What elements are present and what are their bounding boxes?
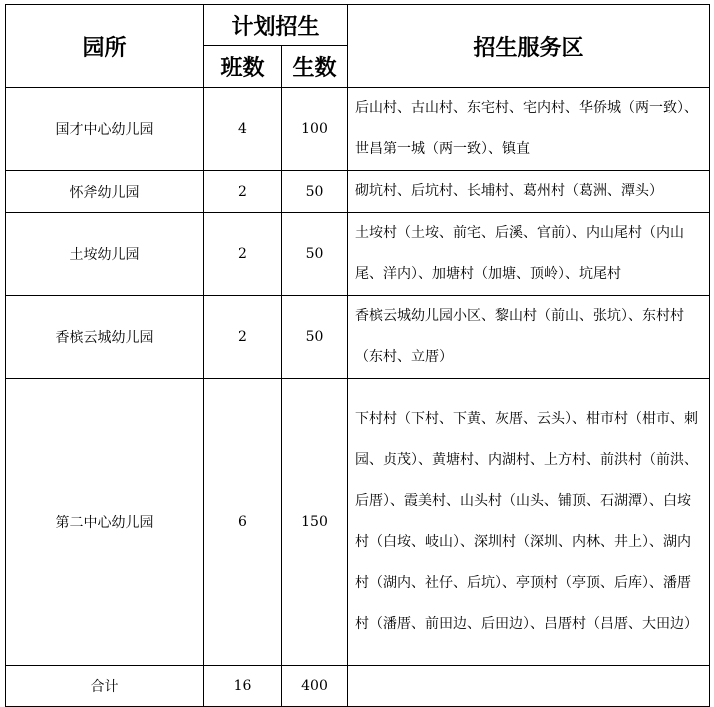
service-area: 下村村（下村、下黄、灰厝、云头）、柑市村（柑市、刺园、贞茂）、黄塘村、内湖村、上方村、前洪村（前洪、后厝）、霞美村、山头村（山头、铺顶、石湖潭）、白垵村（白垵、岐山）、深圳村（深圳、内林、井上）、湖内村（湖内、社仔、后坑）、亭顶村（亭顶、后库）、潘厝村（潘厝、前田边、后田边）、吕厝村（吕厝、大田边） [348, 379, 710, 666]
kindergarten-name: 土垵幼儿园 [6, 213, 204, 296]
student-count: 50 [282, 171, 348, 213]
table-row [6, 88, 710, 171]
header-classes: 班数 [204, 46, 282, 88]
service-area: 香槟云城幼儿园小区、黎山村（前山、张坑）、东村村（东村、立厝） [348, 296, 710, 379]
total-label: 合计 [6, 666, 204, 707]
class-count: 4 [204, 88, 282, 171]
header-kindergarten: 园所 [6, 5, 204, 88]
student-count: 100 [282, 88, 348, 171]
enrollment-table [5, 4, 710, 707]
total-classes: 16 [204, 666, 282, 707]
header-planned-enrollment: 计划招生 [204, 5, 348, 46]
class-count: 6 [204, 379, 282, 666]
service-area [348, 666, 710, 707]
table-row [6, 171, 710, 213]
service-area: 后山村、古山村、东宅村、宅内村、华侨城（两一致）、世昌第一城（两一致）、镇直 [348, 88, 710, 171]
table-row [6, 296, 710, 379]
total-students: 400 [282, 666, 348, 707]
kindergarten-name: 国才中心幼儿园 [6, 88, 204, 171]
student-count: 50 [282, 296, 348, 379]
service-area: 砌坑村、后坑村、长埔村、葛州村（葛洲、潭头） [348, 171, 710, 213]
header-service-area: 招生服务区 [348, 5, 710, 88]
class-count: 2 [204, 171, 282, 213]
student-count: 50 [282, 213, 348, 296]
table-row [6, 379, 710, 666]
table-row [6, 213, 710, 296]
total-row [6, 666, 710, 707]
kindergarten-name: 第二中心幼儿园 [6, 379, 204, 666]
header-students: 生数 [282, 46, 348, 88]
kindergarten-name: 怀斧幼儿园 [6, 171, 204, 213]
class-count: 2 [204, 213, 282, 296]
student-count: 150 [282, 379, 348, 666]
service-area: 土垵村（土垵、前宅、后溪、官前）、内山尾村（内山尾、洋内）、加塘村（加塘、顶岭）、坑尾村 [348, 213, 710, 296]
class-count: 2 [204, 296, 282, 379]
kindergarten-name: 香槟云城幼儿园 [6, 296, 204, 379]
